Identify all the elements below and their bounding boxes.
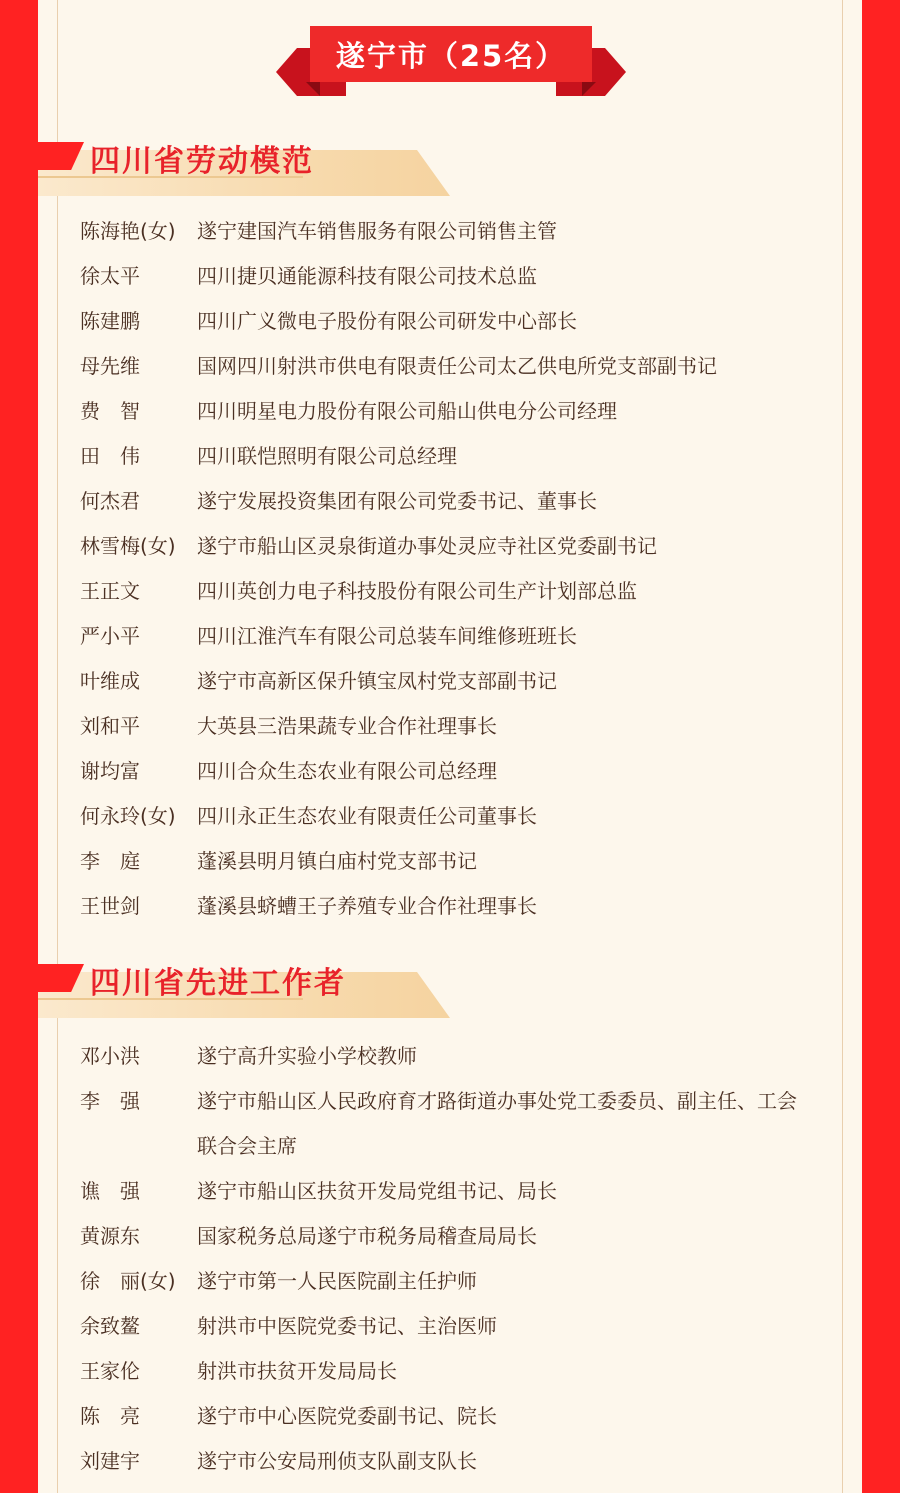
person-name: 母先维 bbox=[80, 354, 140, 378]
list-item bbox=[80, 531, 810, 576]
person-desc: 国家税务总局遂宁市税务局稽查局局长 bbox=[197, 1224, 537, 1248]
person-desc: 四川永正生态农业有限责任公司董事长 bbox=[197, 804, 537, 828]
list-item bbox=[80, 306, 810, 351]
person-name: 徐太平 bbox=[80, 264, 140, 288]
person-desc: 遂宁高升实验小学校教师 bbox=[197, 1044, 417, 1068]
person-name: 刘建宇 bbox=[80, 1449, 140, 1473]
list-item bbox=[80, 576, 810, 621]
list-item bbox=[80, 216, 810, 261]
person-name: 王家伦 bbox=[80, 1359, 140, 1383]
person-name: 谢均富 bbox=[80, 759, 140, 783]
person-desc: 遂宁发展投资集团有限公司党委书记、董事长 bbox=[197, 489, 597, 513]
person-desc: 遂宁市公安局刑侦支队副支队长 bbox=[197, 1449, 477, 1473]
person-name: 何永玲(女) bbox=[80, 804, 176, 828]
list-item bbox=[80, 396, 810, 441]
list-item bbox=[80, 1086, 810, 1176]
person-name: 何杰君 bbox=[80, 489, 140, 513]
city-ribbon-banner bbox=[276, 26, 626, 96]
list-item bbox=[80, 351, 810, 396]
person-desc: 大英县三浩果蔬专业合作社理事长 bbox=[197, 714, 497, 738]
list-item bbox=[80, 1401, 810, 1446]
list-item bbox=[80, 1266, 810, 1311]
person-name: 李 庭 bbox=[80, 849, 140, 873]
person-desc: 四川广义微电子股份有限公司研发中心部长 bbox=[197, 309, 577, 333]
person-name: 叶维成 bbox=[80, 669, 140, 693]
list-item bbox=[80, 1446, 810, 1491]
labor-models-list bbox=[80, 216, 810, 936]
advanced-workers-list bbox=[80, 1041, 810, 1491]
person-desc: 遂宁市船山区灵泉街道办事处灵应寺社区党委副书记 bbox=[197, 534, 657, 558]
person-name: 邓小洪 bbox=[80, 1044, 140, 1068]
person-name: 谯 强 bbox=[80, 1179, 140, 1203]
person-desc: 蓬溪县明月镇白庙村党支部书记 bbox=[197, 849, 477, 873]
list-item bbox=[80, 801, 810, 846]
left-inner-rule bbox=[57, 0, 58, 1493]
person-desc: 四川江淮汽车有限公司总装车间维修班班长 bbox=[197, 624, 577, 648]
banner-title: 遂宁市（25名） bbox=[310, 26, 592, 82]
list-item bbox=[80, 1311, 810, 1356]
person-name: 余致鳌 bbox=[80, 1314, 140, 1338]
person-desc: 四川捷贝通能源科技有限公司技术总监 bbox=[197, 264, 537, 288]
right-inner-rule bbox=[842, 0, 843, 1493]
list-item bbox=[80, 1176, 810, 1221]
person-desc: 射洪市扶贫开发局局长 bbox=[197, 1359, 397, 1383]
person-name: 王正文 bbox=[80, 579, 140, 603]
section-header-labor-models bbox=[38, 140, 458, 196]
list-item bbox=[80, 666, 810, 711]
person-name: 王世剑 bbox=[80, 894, 140, 918]
left-red-border bbox=[0, 0, 38, 1493]
person-name: 陈 亮 bbox=[80, 1404, 140, 1428]
section-title: 四川省劳动模范 bbox=[90, 144, 314, 179]
person-name: 黄源东 bbox=[80, 1224, 140, 1248]
person-desc: 遂宁建国汽车销售服务有限公司销售主管 bbox=[197, 219, 557, 243]
person-name: 费 智 bbox=[80, 399, 140, 423]
list-item bbox=[80, 1221, 810, 1266]
person-name: 刘和平 bbox=[80, 714, 140, 738]
person-name: 李 强 bbox=[80, 1089, 140, 1113]
person-name: 陈海艳(女) bbox=[80, 219, 176, 243]
person-desc: 遂宁市船山区人民政府育才路街道办事处党工委委员、副主任、工会联合会主席 bbox=[197, 1089, 797, 1158]
list-item bbox=[80, 756, 810, 801]
person-desc: 遂宁市第一人民医院副主任护师 bbox=[197, 1269, 477, 1293]
person-desc: 四川英创力电子科技股份有限公司生产计划部总监 bbox=[197, 579, 637, 603]
list-item bbox=[80, 891, 810, 936]
section-header-advanced-workers bbox=[38, 962, 458, 1018]
list-item bbox=[80, 486, 810, 531]
person-name: 严小平 bbox=[80, 624, 140, 648]
person-name: 林雪梅(女) bbox=[80, 534, 176, 558]
person-desc: 遂宁市船山区扶贫开发局党组书记、局长 bbox=[197, 1179, 557, 1203]
person-desc: 四川明星电力股份有限公司船山供电分公司经理 bbox=[197, 399, 617, 423]
list-item bbox=[80, 441, 810, 486]
section-title: 四川省先进工作者 bbox=[90, 966, 346, 1001]
person-desc: 国网四川射洪市供电有限责任公司太乙供电所党支部副书记 bbox=[197, 354, 717, 378]
person-desc: 遂宁市中心医院党委副书记、院长 bbox=[197, 1404, 497, 1428]
person-desc: 遂宁市高新区保升镇宝凤村党支部副书记 bbox=[197, 669, 557, 693]
person-desc: 蓬溪县蛴螬王子养殖专业合作社理事长 bbox=[197, 894, 537, 918]
right-red-border bbox=[862, 0, 900, 1493]
person-name: 陈建鹏 bbox=[80, 309, 140, 333]
person-name: 徐 丽(女) bbox=[80, 1269, 176, 1293]
person-name: 田 伟 bbox=[80, 444, 140, 468]
list-item bbox=[80, 711, 810, 756]
list-item bbox=[80, 1356, 810, 1401]
person-desc: 四川联恺照明有限公司总经理 bbox=[197, 444, 457, 468]
list-item bbox=[80, 846, 810, 891]
list-item bbox=[80, 261, 810, 306]
person-desc: 四川合众生态农业有限公司总经理 bbox=[197, 759, 497, 783]
list-item bbox=[80, 621, 810, 666]
person-desc: 射洪市中医院党委书记、主治医师 bbox=[197, 1314, 497, 1338]
